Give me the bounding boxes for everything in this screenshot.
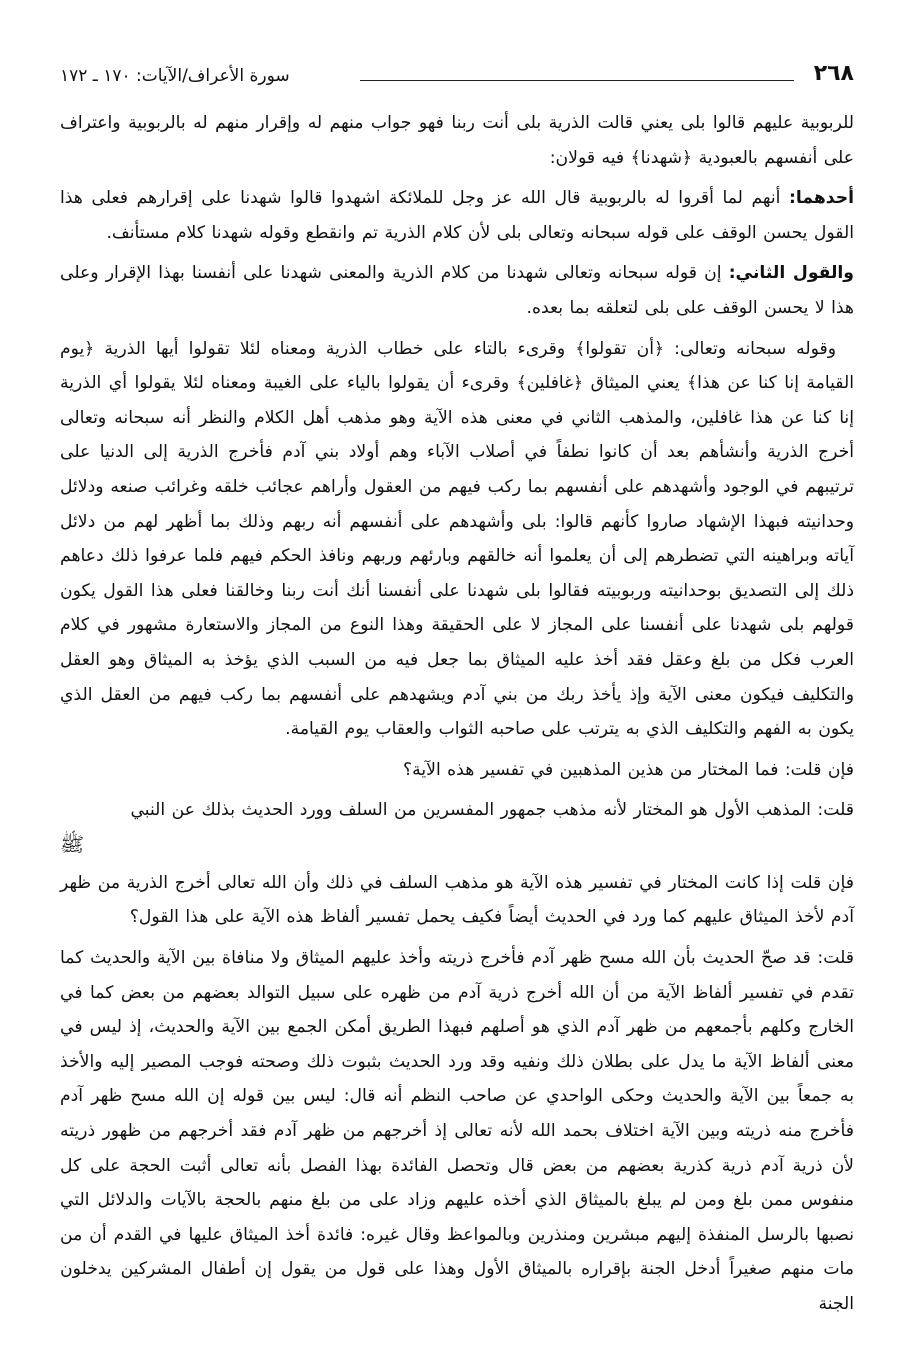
paragraph <box>60 181 854 250</box>
paragraph <box>60 256 854 325</box>
paragraph-text: قلت: المذهب الأول هو المختار لأنه مذهب جمهور المفسرين من السلف وورد الحديث بذلك عن النبي <box>130 800 854 821</box>
paragraph <box>60 941 854 1322</box>
paragraph <box>60 106 854 175</box>
paragraph <box>60 753 854 788</box>
paragraph-text: فإن قلت إذا كانت المختار في تفسير هذه الآية هو مذهب السلف في ذلك وأن الله تعالى أخرج الذرية من ظهر آدم لأخذ الميثاق عليهم كما ورد في الحديث أيضاً فكيف يحمل تفسير ألفاظ هذه الآية على هذا القول؟ <box>60 872 854 928</box>
running-title: سورة الأعراف/الآيات: ١٧٠ ـ ١٧٢ <box>60 66 290 86</box>
paragraph-text: أنهم لما أقروا له بالربوبية قال الله عز وجل للملائكة اشهدوا قالوا شهدنا على إقرارهم فعلى هذا القول يحسن الوقف على قوله سبحانه وتعالى بلى لأن كلام الذرية تم وانقطع وقوله شهدنا كلام مستأنف. <box>60 188 854 243</box>
page-body <box>60 106 854 1328</box>
salutation-mark: ﷺ <box>60 831 85 856</box>
paragraph <box>60 866 854 935</box>
paragraph-text: فإن قلت: فما المختار من هذين المذهبين في تفسير هذه الآية؟ <box>403 759 854 780</box>
paragraph-lead: والقول الثاني: <box>728 263 854 284</box>
paragraph-text: إن قوله سبحانه وتعالى شهدنا من كلام الذرية والمعنى شهدنا على أنفسنا بهذا الإقرار وعلى هذا لا يحسن الوقف على بلى لتعلقه بما بعده. <box>60 263 854 318</box>
paragraph-text: قلت: قد صحّ الحديث بأن الله مسح ظهر آدم فأخرج ذريته وأخذ عليهم الميثاق ولا منافاة بين الآية والحديث كما تقدم في تفسير ألفاظ الآية من أن الله أخرج ذرية آدم من ظهره على سبيل التوالد بعضهم من بعض كما في الخارج وكلهم بأجمعهم من ظهر آدم الذي هو أصلهم فبهذا الطريق أمكن الجمع بين الآية والحديث، إذ ليس في معنى ألفاظ الآية ما يدل على بطلان ذلك ونفيه وقد ورد الحديث بثبوت ذلك وصحته فوجب المصير إليه والأخذ به جمعاً بين الآية والحديث وحكى الواحدي عن صاحب النظم أنه قال: ليس بين قوله إن الله مسح ظهر آدم فأخرج منه ذريته وبين الآية اختلاف بحمد الله لأنه تعالى إذ أخرجهم من ظهر آدم فقد أخرجهم من ظهور ذريته لأن ذرية آدم ذرية كذرية بعضهم من بعض قال وتحصل الفائدة بهذا الفصل بأنه تعالى أثبت الحجة على كل منفوس ممن بلغ ومن لم يبلغ بالميثاق الذي أخذه عليهم وزاد على من بلغ منهم بالحجة بالآيات والدلائل التي نصبها بالرسل المنفذة إليهم مبشرين ومنذرين وبالمواعظ وقال غيره: فائدة أخذ الميثاق عليها في القدم أن من مات منهم صغيراً أدخل الجنة بإقراره بالميثاق الأول وهذا على قول من يقول إن أطفال المشركين يدخلون الجنة <box>60 948 854 1314</box>
paragraph <box>60 332 854 747</box>
running-header <box>60 56 854 92</box>
header-rule <box>360 80 794 81</box>
paragraph-lead: أحدهما: <box>789 188 854 209</box>
paragraph-text: للربوبية عليهم قالوا بلى يعني قالت الذرية بلى أنت ربنا فهو جواب منهم له وإقرار منهم له بالربوبية واعتراف على أنفسهم بالعبودية ﴿شهدنا﴾ فيه قولان: <box>60 113 854 168</box>
page-number: ٢٦٨ <box>813 61 854 86</box>
paragraph-text: وقوله سبحانه وتعالى: ﴿أن تقولوا﴾ وقرىء بالتاء على خطاب الذرية ومعناه لئلا تقولوا أيها الذرية ﴿يوم القيامة إنا كنا عن هذا﴾ يعني الميثاق ﴿غافلين﴾ وقرىء أن يقولوا بالياء على الغيبة ومعناه لئلا يقولوا أي الذرية إنا كنا عن هذا غافلين، والمذهب الثاني في معنى هذه الآية وهو مذهب أهل الكلام والنظر أنه سبحانه وتعالى أخرج الذرية وأنشأهم بعد أن كانوا نطفاً في أصلاب الآباء وهم أولاد بني آدم فأخرج الذرية إلى الدنيا على ترتيبهم في الوجود وأشهدهم على أنفسهم بما ركب فيهم من العقول وأراهم عجائب خلقه وغرائب صنعه ودلائل وحدانيته فبهذا الإشهاد صاروا كأنهم قالوا: بلى وأشهدهم على أنفسهم أنه ربهم وذلك بما أظهر لهم من دلائل آياته وبراهينه التي تضطرهم إلى أن يعلموا أنه خالقهم وبارئهم وربهم ونافذ الحكم فيهم فلما عرفوا ذلك دعاهم ذلك إلى التصديق بوحدانيته وربوبيته فقالوا بلى شهدنا على أنفسنا أنك أنت ربنا وخالقنا فعلى هذا القول يكون قولهم بلى شهدنا على أنفسنا على المجاز لا على الحقيقة وهذا النوع من المجاز والاستعارة مشهور في كلام العرب فكل من بلغ وعقل فقد أخذ عليه الميثاق بما جعل فيه من السبب الذي يؤخذ به الميثاق وهو العقل والتكليف فيكون معنى الآية وإذ يأخذ ربك من بني آدم ويشهدهم على أنفسهم بما ركب فيهم من العقل الذي يكون به الفهم والتكليف الذي به يترتب على صاحبه الثواب والعقاب يوم القيامة. <box>60 338 854 740</box>
paragraph <box>60 793 854 828</box>
